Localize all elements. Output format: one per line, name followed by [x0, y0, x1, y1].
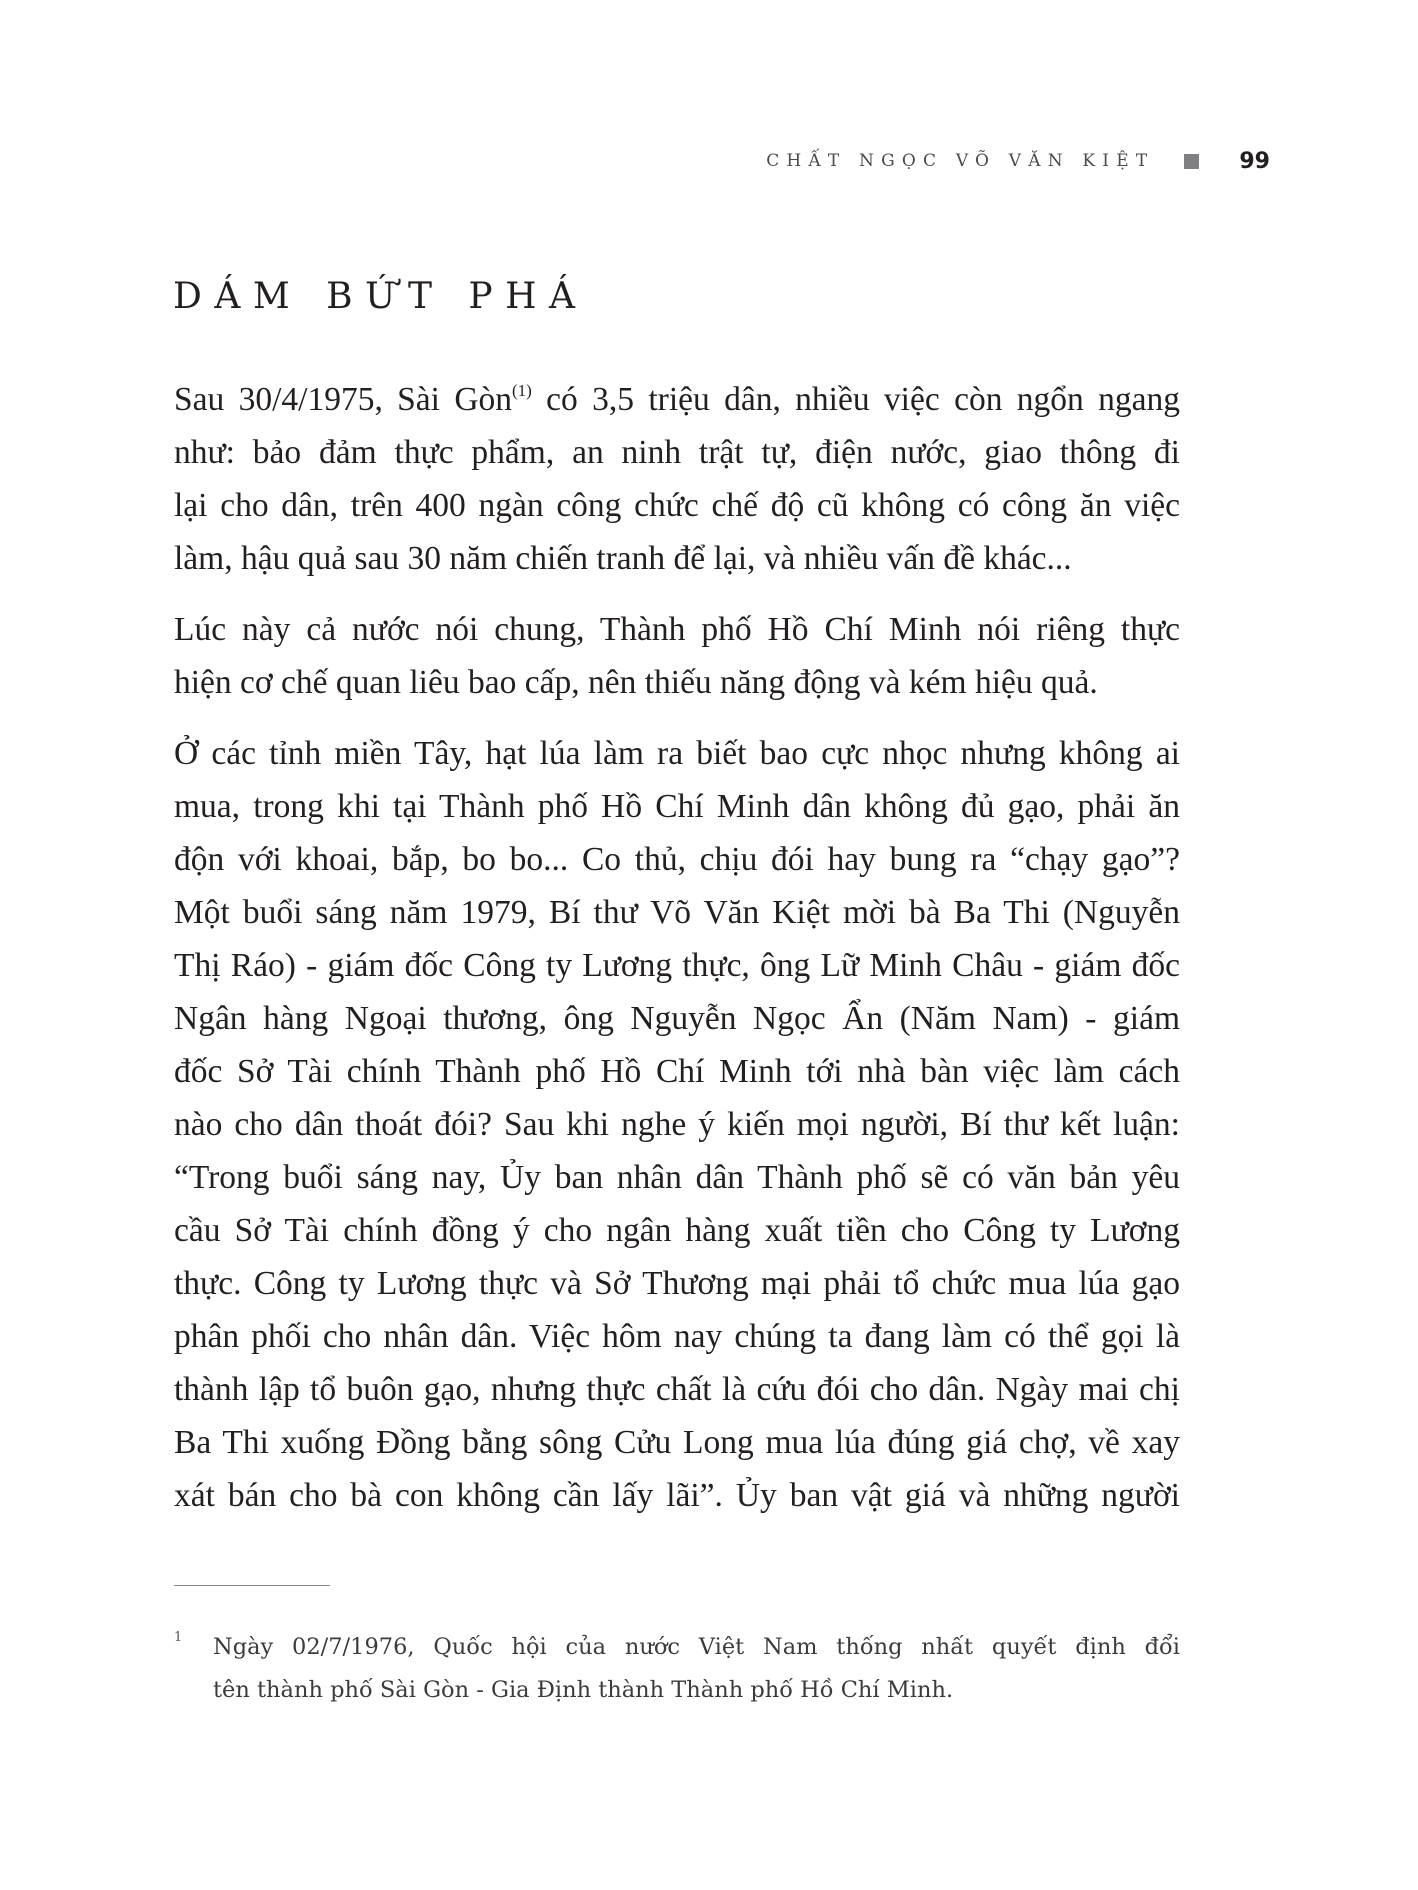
text-line: Một buổi sáng năm 1979, Bí thư Võ Văn Kiệt mời bà Ba Thi (Nguyễn — [174, 894, 1180, 931]
text-line: như: bảo đảm thực phẩm, an ninh trật tự, điện nước, giao thông đi — [174, 434, 1180, 471]
text-line: Lúc này cả nước nói chung, Thành phố Hồ Chí Minh nói riêng thực — [174, 611, 1180, 648]
text-segment: có 3,5 triệu dân, nhiều việc còn ngổn ngang — [531, 381, 1180, 418]
running-header — [766, 146, 1270, 176]
square-bullet-icon — [1184, 154, 1199, 169]
text-line: thành lập tổ buôn gạo, nhưng thực chất là cứu đói cho dân. Ngày mai chị — [174, 1371, 1180, 1408]
text-line: mua, trong khi tại Thành phố Hồ Chí Minh dân không đủ gạo, phải ăn — [174, 788, 1180, 825]
paragraph-2 — [174, 603, 1180, 709]
footnote — [174, 1626, 1180, 1712]
text-segment: Sau 30/4/1975, Sài Gòn — [174, 381, 513, 418]
running-title: CHẤT NGỌC VÕ VĂN KIỆT — [766, 151, 1155, 171]
text-line: độn với khoai, bắp, bo bo... Co thủ, chịu đói hay bung ra “chạy gạo”? — [174, 841, 1180, 878]
text-line: lại cho dân, trên 400 ngàn công chức chế độ cũ không có công ăn việc — [174, 487, 1180, 524]
footnote-text — [213, 1626, 1180, 1712]
text-line: nào cho dân thoát đói? Sau khi nghe ý kiến mọi người, Bí thư kết luận: — [174, 1106, 1180, 1143]
text-line — [174, 373, 1180, 426]
text-line: Ngân hàng Ngoại thương, ông Nguyễn Ngọc Ẩn (Năm Nam) - giám — [174, 1000, 1180, 1037]
text-line: cầu Sở Tài chính đồng ý cho ngân hàng xuất tiền cho Công ty Lương — [174, 1212, 1180, 1249]
chapter-title: DÁM BỨT PHÁ — [173, 276, 588, 317]
footnote-reference[interactable]: (1) — [512, 381, 532, 400]
text-line: Ở các tỉnh miền Tây, hạt lúa làm ra biết bao cực nhọc nhưng không ai — [174, 735, 1180, 772]
paragraph-3 — [174, 727, 1180, 1522]
text-line: đốc Sở Tài chính Thành phố Hồ Chí Minh tới nhà bàn việc làm cách — [174, 1053, 1180, 1090]
text-line: làm, hậu quả sau 30 năm chiến tranh để lại, và nhiều vấn đề khác... — [174, 540, 1072, 577]
text-line: phân phối cho nhân dân. Việc hôm nay chúng ta đang làm có thể gọi là — [174, 1318, 1180, 1355]
footnote-number: 1 — [174, 1630, 183, 1645]
page-number: 99 — [1239, 148, 1270, 174]
text-line: thực. Công ty Lương thực và Sở Thương mại phải tổ chức mua lúa gạo — [174, 1265, 1180, 1302]
text-line: hiện cơ chế quan liêu bao cấp, nên thiếu năng động và kém hiệu quả. — [174, 664, 1098, 701]
footnote-line: Ngày 02/7/1976, Quốc hội của nước Việt Nam thống nhất quyết định đổi — [213, 1634, 1180, 1660]
footnote-line: tên thành phố Sài Gòn - Gia Định thành Thành phố Hồ Chí Minh. — [213, 1677, 954, 1703]
text-line: “Trong buổi sáng nay, Ủy ban nhân dân Thành phố sẽ có văn bản yêu — [174, 1159, 1180, 1196]
text-line: Ba Thi xuống Đồng bằng sông Cửu Long mua lúa đúng giá chợ, về xay — [174, 1424, 1180, 1461]
footnote-separator — [174, 1585, 330, 1586]
text-line: xát bán cho bà con không cần lấy lãi”. Ủy ban vật giá và những người — [174, 1477, 1180, 1514]
text-line: Thị Ráo) - giám đốc Công ty Lương thực, ông Lữ Minh Châu - giám đốc — [174, 947, 1180, 984]
body-text — [174, 373, 1180, 1540]
paragraph-1 — [174, 373, 1180, 585]
